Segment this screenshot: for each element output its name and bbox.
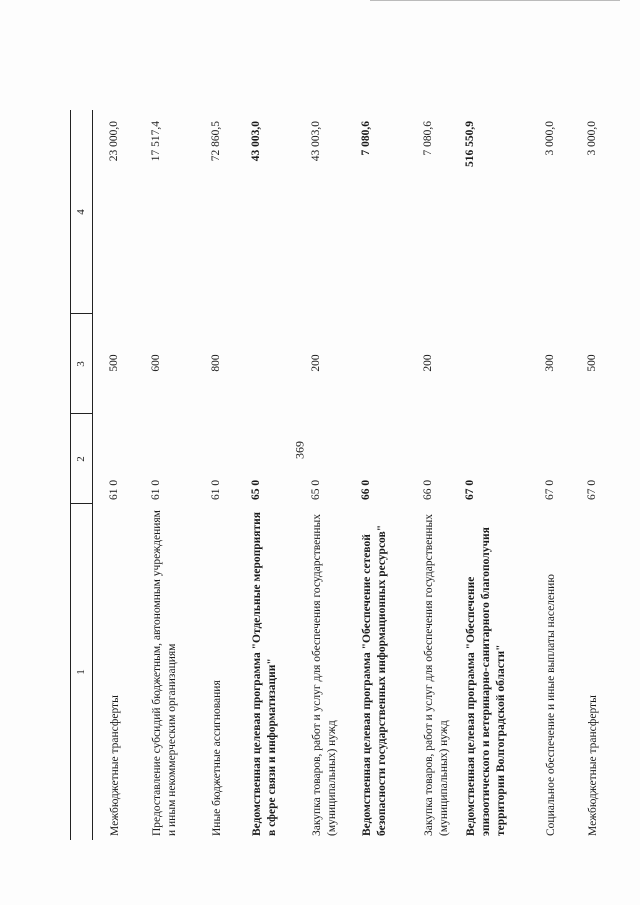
row-code: 61 0	[210, 479, 222, 500]
row-name: Предоставление субсидий бюджетным, автономным учреждениям и иным некоммерческим организациям	[151, 510, 178, 836]
row-name: Закупка товаров, работ и услуг для обеспечения государственных (муниципальных) нужд	[311, 513, 338, 836]
row-code: 61 0	[150, 479, 162, 500]
header-bottom-border	[92, 110, 93, 840]
row-code: 67 0	[586, 479, 598, 500]
header-col-2: 2	[75, 456, 87, 462]
row-amount: 516 550,9	[464, 121, 476, 167]
row-type: 200	[310, 354, 322, 372]
row-code: 66 0	[422, 479, 434, 500]
row-type: 200	[422, 354, 434, 372]
row-amount: 43 003,0	[310, 121, 322, 162]
row-name: Ведомственная целевая программа "Обеспечение эпизоотического и ветеринарно-санитарного благополучия территории Волгоградской области"	[465, 527, 507, 836]
row-name: Межбюджетные трансферты	[109, 695, 121, 836]
header-col-3: 3	[75, 361, 87, 367]
row-type: 600	[150, 354, 162, 372]
header-col-1: 1	[75, 669, 87, 675]
row-code: 61 0	[108, 479, 120, 500]
row-name: Ведомственная целевая программа "Обеспечение сетевой безопасности государственных информационных ресурсов"	[361, 524, 388, 836]
top-edge-mark	[370, 0, 620, 1]
row-code: 65 0	[310, 479, 322, 500]
row-amount: 72 860,5	[210, 121, 222, 162]
row-code: 67 0	[544, 479, 556, 500]
row-name: Иные бюджетные ассигнования	[211, 680, 223, 836]
row-code: 65 0	[250, 479, 262, 500]
row-type: 300	[544, 354, 556, 372]
row-amount: 3 000,0	[586, 121, 598, 156]
row-amount: 43 003,0	[250, 121, 262, 162]
row-type: 500	[108, 354, 120, 372]
row-amount: 7 080,6	[422, 121, 434, 156]
row-code: 66 0	[360, 479, 372, 500]
row-type: 500	[586, 354, 598, 372]
row-amount: 17 517,4	[150, 121, 162, 162]
row-name: Социальное обеспечение и иные выплаты населению	[545, 574, 557, 836]
row-name: Межбюджетные трансферты	[587, 695, 599, 836]
row-code: 67 0	[464, 479, 476, 500]
row-type: 800	[210, 354, 222, 372]
row-name: Ведомственная целевая программа "Отдельные мероприятия в сфере связи и информатизации"	[251, 512, 278, 836]
budget-table	[70, 110, 610, 840]
header-col-4: 4	[75, 209, 87, 215]
row-name: Закупка товаров, работ и услуг для обеспечения государственных (муниципальных) нужд	[423, 513, 450, 836]
row-amount: 23 000,0	[108, 121, 120, 162]
row-amount: 7 080,6	[360, 121, 372, 156]
row-amount: 3 000,0	[544, 121, 556, 156]
page-number: 369	[292, 441, 307, 459]
